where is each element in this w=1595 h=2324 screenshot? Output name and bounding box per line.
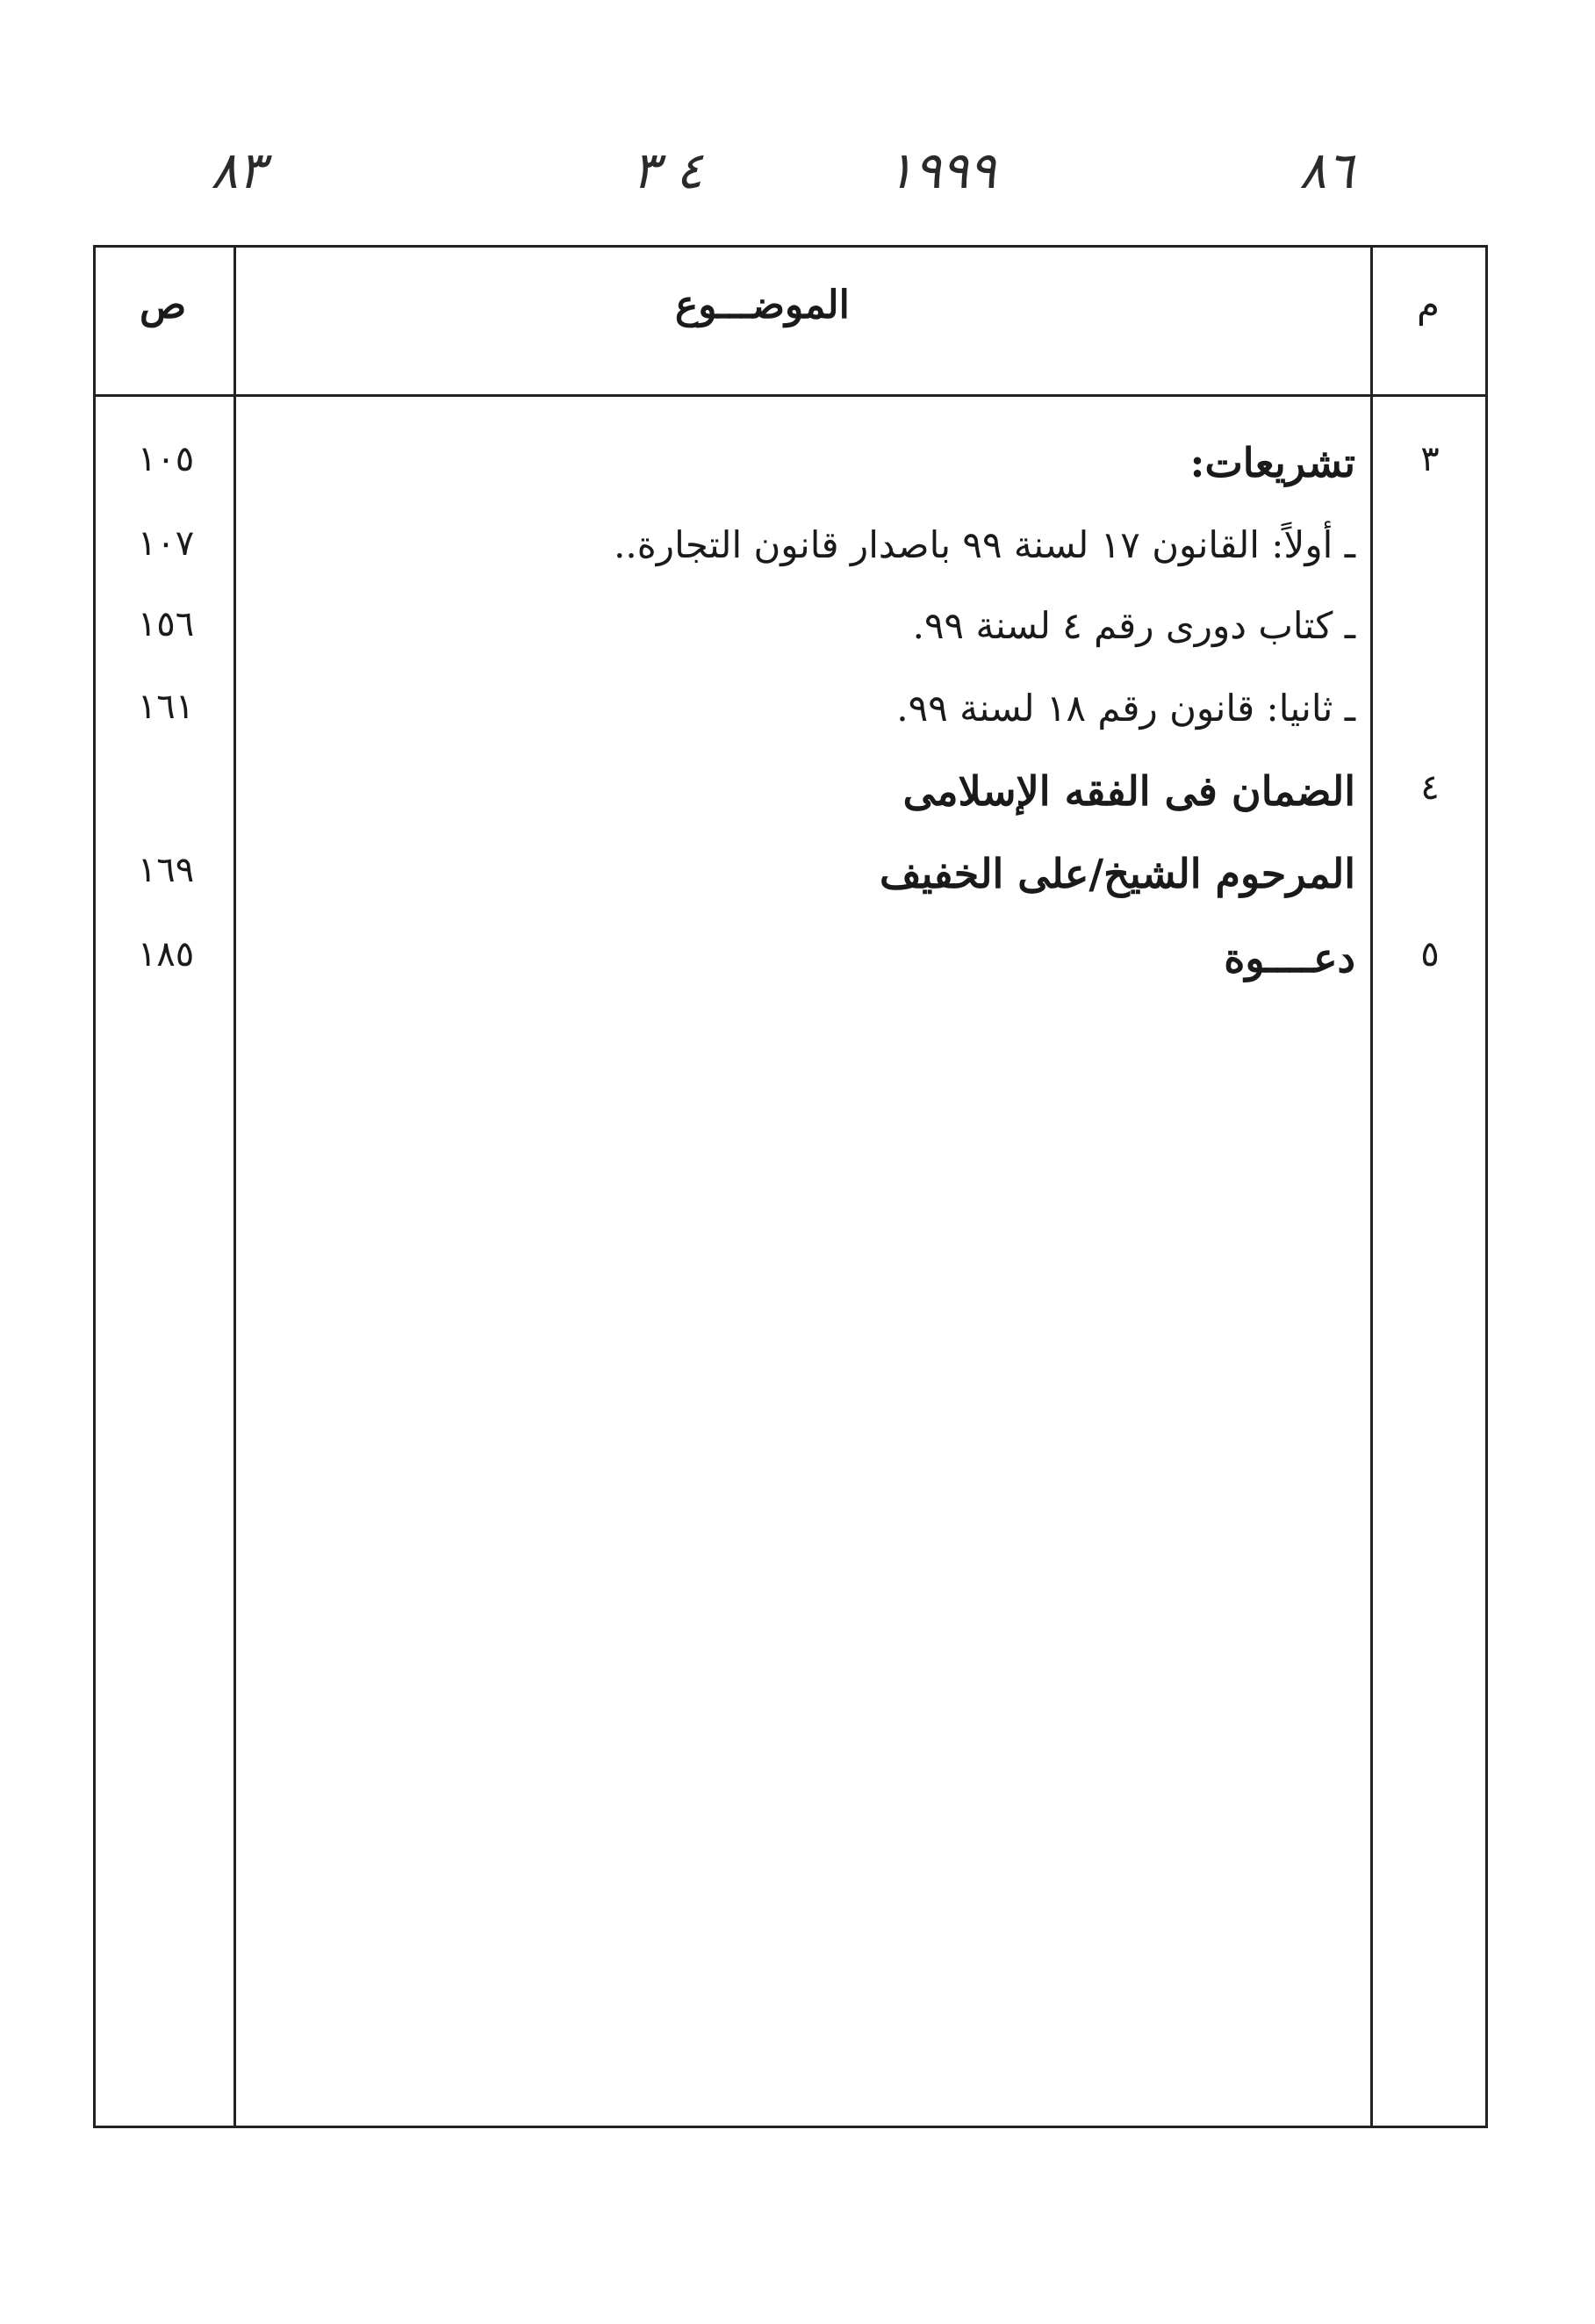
table-row — [96, 850, 1485, 929]
row-topic: ـ كتاب دورى رقم ٤ لسنة ٩٩. — [912, 604, 1355, 647]
row-topic: ـ ثانيا: قانون رقم ١٨ لسنة ٩٩. — [896, 687, 1355, 730]
row-topic: ـ أولاً: القانون ١٧ لسنة ٩٩ باصدار قانون التجارة.. — [614, 523, 1355, 566]
handwritten-note-4: ٨٦ — [1299, 140, 1354, 200]
row-number: ٤ — [1420, 767, 1440, 808]
table-row — [96, 604, 1485, 683]
handwritten-note-3: ١٩٩٩ — [887, 140, 996, 200]
row-page: ١٠٥ — [137, 439, 195, 479]
row-page: ١٥٦ — [137, 604, 195, 644]
row-page: ١٦٩ — [137, 850, 195, 890]
row-page: ١٠٧ — [137, 523, 195, 564]
header-number: م — [1417, 283, 1441, 326]
row-page: ١٦١ — [137, 687, 195, 727]
table-row — [96, 523, 1485, 602]
contents-table — [93, 245, 1488, 2128]
header-page: ص — [140, 283, 187, 327]
row-topic: تشريعات: — [1189, 439, 1355, 486]
table-row — [96, 687, 1485, 766]
row-number: ٣ — [1420, 439, 1440, 479]
header-divider — [96, 394, 1485, 397]
row-topic: دعــــوة — [1224, 934, 1355, 982]
row-topic: الضمان فى الفقه الإسلامى — [902, 767, 1355, 815]
table-row — [96, 439, 1485, 518]
row-topic: المرحوم الشيخ/على الخفيف — [880, 850, 1355, 897]
handwritten-note-2: ٤ ٣ — [632, 140, 703, 200]
table-row — [96, 934, 1485, 1013]
table-row — [96, 767, 1485, 846]
row-page: ١٨٥ — [137, 934, 195, 975]
handwritten-note-1: ٨٣ — [211, 140, 266, 200]
row-number: ٥ — [1420, 934, 1440, 975]
header-topic: الموضـــوع — [675, 283, 850, 327]
